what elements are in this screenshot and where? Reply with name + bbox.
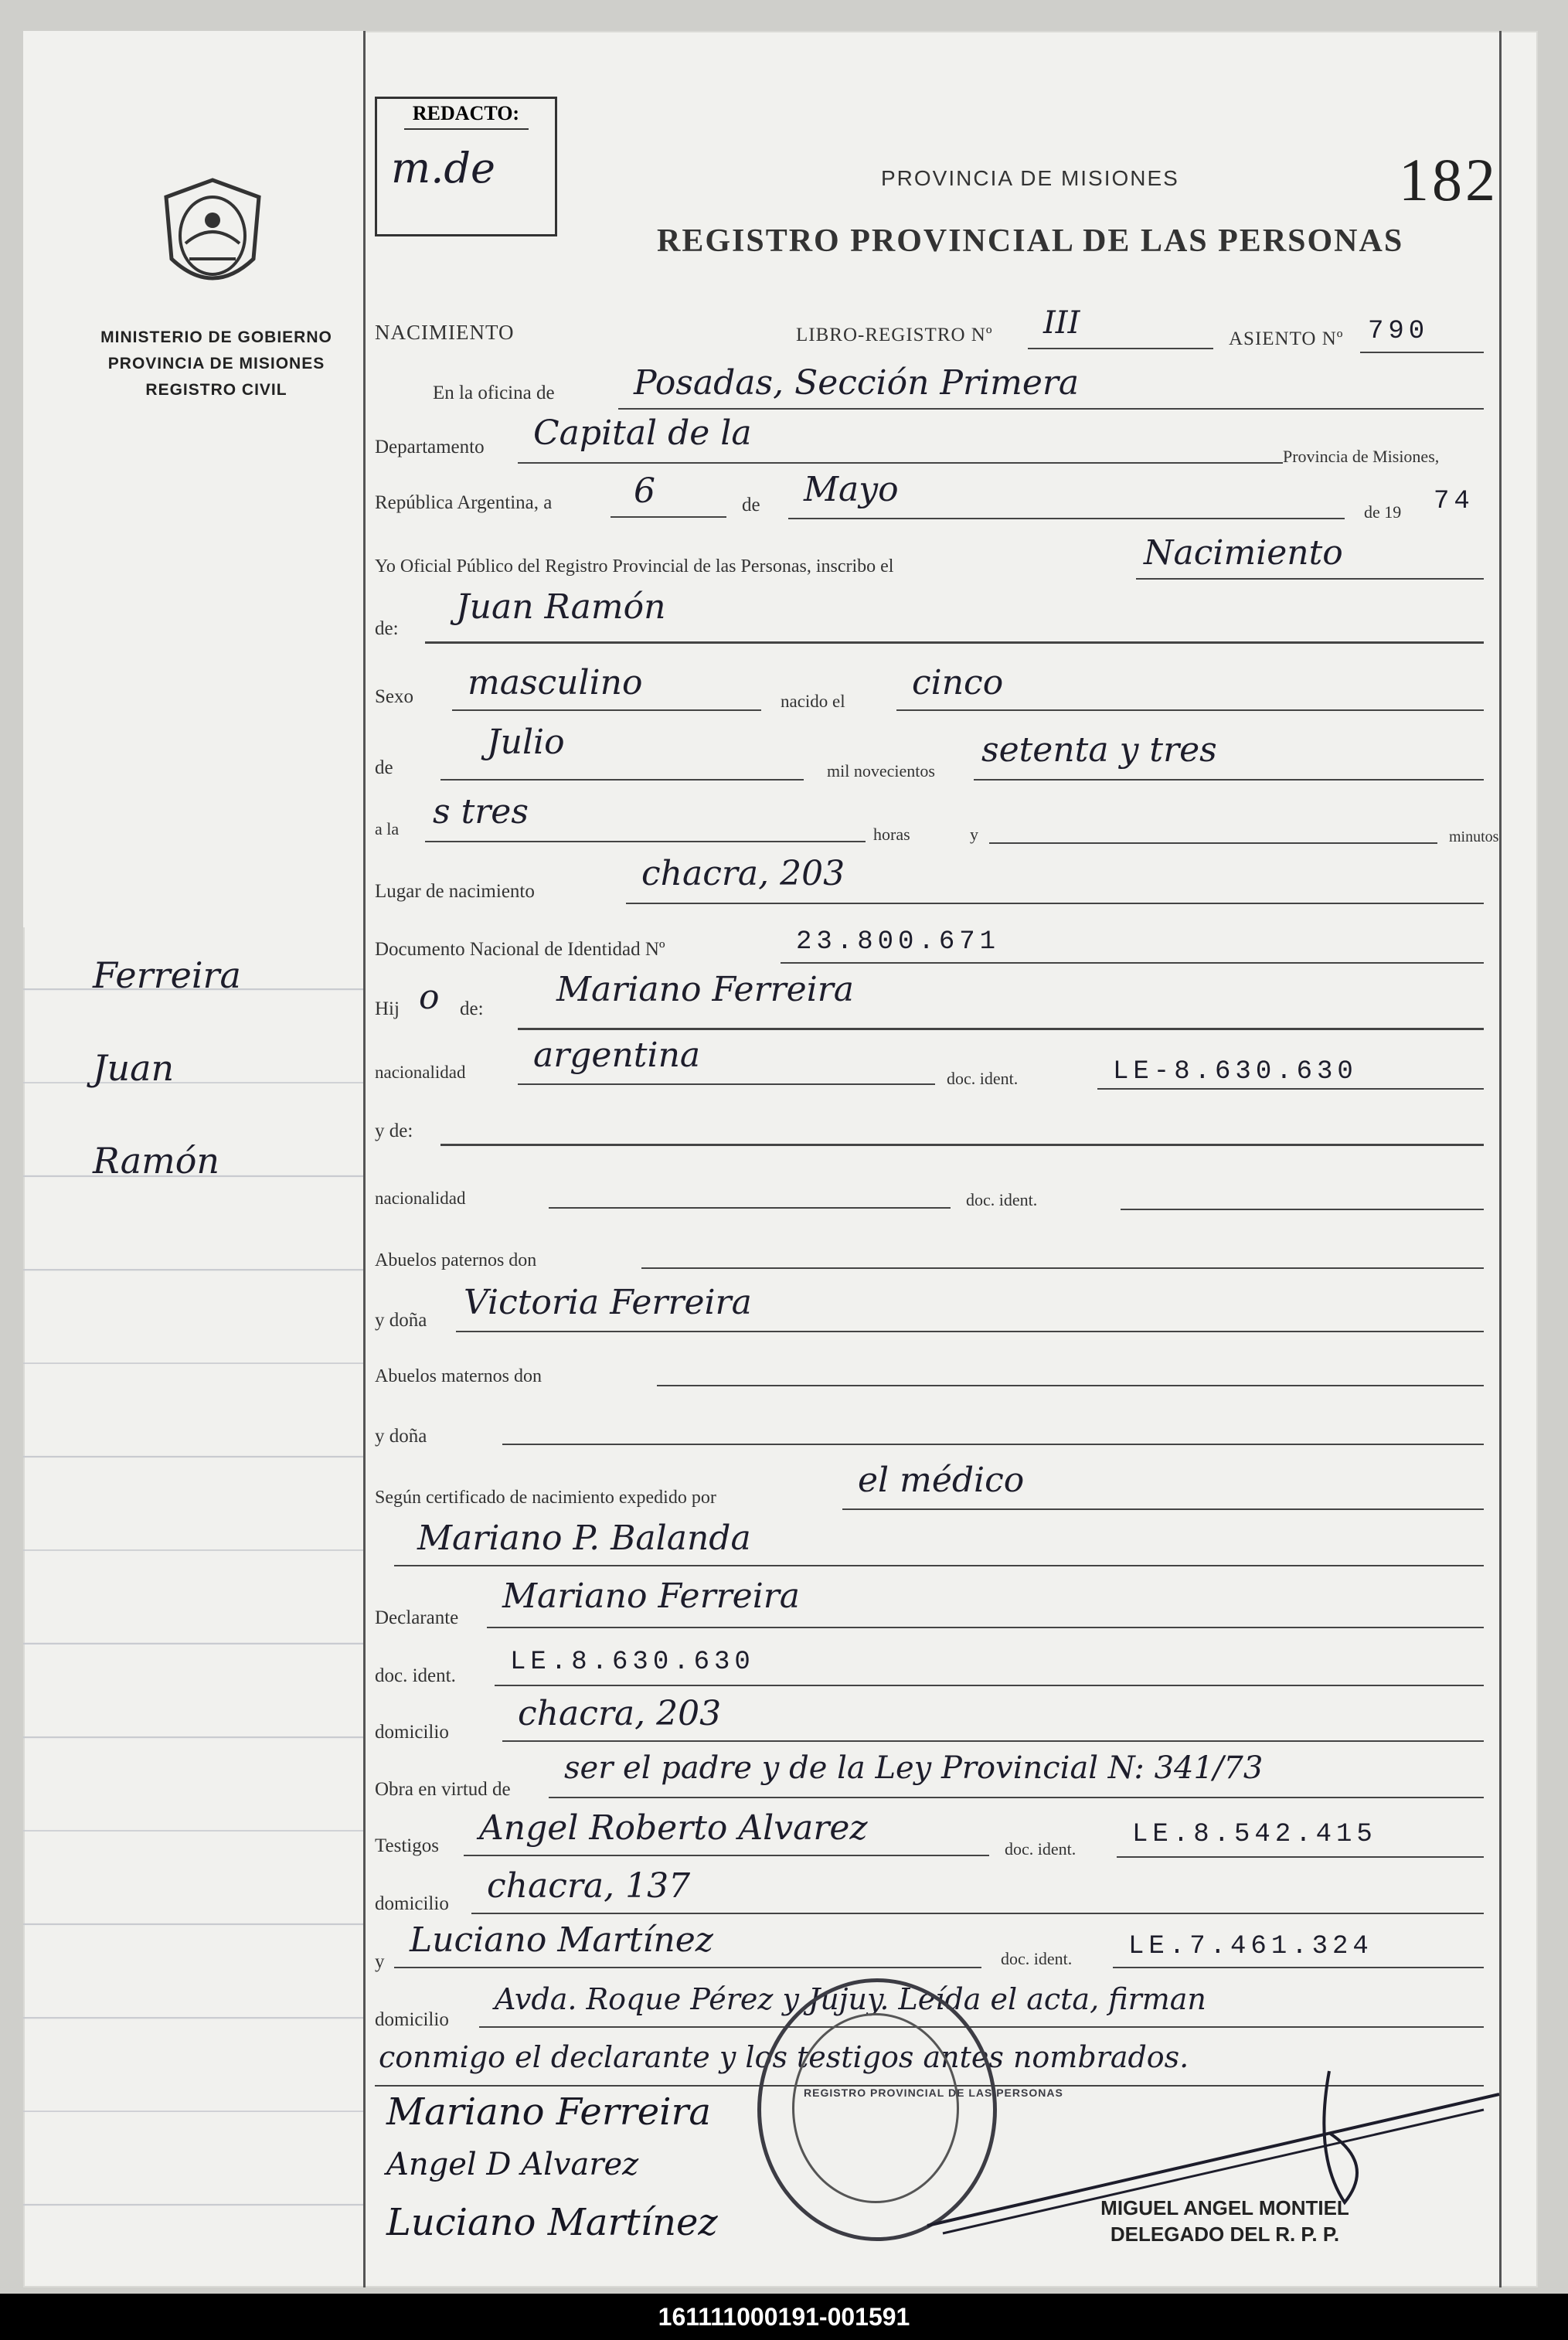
nacido-label: nacido el [781, 692, 845, 711]
signature-declarante: Mariano Ferreira [386, 2090, 712, 2134]
redacto-label: REDACTO: [404, 99, 529, 130]
hour-value: s tres [433, 792, 529, 832]
domicilio2-value: chacra, 137 [487, 1866, 691, 1906]
province-heading: PROVINCIA DE MISIONES [881, 166, 1179, 190]
registry-title: REGISTRO PROVINCIAL DE LAS PERSONAS [657, 223, 1404, 259]
lugar-label: Lugar de nacimiento [375, 881, 535, 902]
de2-label: de: [375, 618, 399, 639]
doc3-label: doc. ident. [375, 1665, 456, 1686]
official-name: MIGUEL ANGEL MONTIEL [1100, 2196, 1349, 2219]
birth-year-value: setenta y tres [981, 730, 1217, 770]
doc2-label: doc. ident. [966, 1190, 1038, 1209]
testigo2-value: Luciano Martínez [410, 1920, 713, 1960]
republica-label: República Argentina, a [375, 492, 553, 513]
y-label: y [970, 825, 978, 844]
month-value: Mayo [804, 470, 899, 509]
official-block [1063, 2195, 1387, 2247]
dni-label: Documento Nacional de Identidad Nº [375, 939, 665, 960]
doc3-value: LE.8.630.630 [510, 1648, 755, 1677]
page-number: 182 [1399, 146, 1498, 213]
hijo-de-label: de: [460, 998, 484, 1019]
day-value: 6 [634, 471, 655, 511]
stamp-text: REGISTRO PROVINCIAL DE LAS PERSONAS [804, 2087, 1063, 2099]
left-margin-column [23, 31, 366, 2287]
ala-label: a la [375, 819, 400, 838]
libro-value: III [1043, 305, 1080, 341]
doc4-label: doc. ident. [1005, 1839, 1077, 1859]
redacto-value: m.de [391, 144, 495, 192]
sexo-value: masculino [468, 663, 643, 702]
abuela-paterna-value: Victoria Ferreira [464, 1283, 752, 1322]
dni-value: 23.800.671 [796, 927, 1001, 957]
de3-label: de [375, 757, 393, 778]
cierre-value: conmigo el declarante y los testigos antes nombrados. [379, 2040, 1189, 2074]
domicilio1-value: chacra, 203 [518, 1694, 722, 1733]
domicilio3-label: domicilio [375, 2009, 449, 2030]
official-title: DELEGADO DEL R. P. P. [1110, 2223, 1340, 2246]
redacto-box [375, 97, 557, 236]
y2-label: y [375, 1951, 385, 1972]
nacionalidad1-label: nacionalidad [375, 1063, 466, 1082]
margin-first-name: Juan [93, 1047, 175, 1089]
signature-testigo1: Angel D Alvarez [386, 2147, 639, 2182]
testigos-label: Testigos [375, 1835, 439, 1856]
signature-testigo2: Luciano Martínez [386, 2201, 718, 2244]
medico-value: Mariano P. Balanda [417, 1519, 751, 1558]
ydona2-label: y doña [375, 1426, 427, 1447]
doc5-value: LE.7.461.324 [1128, 1932, 1373, 1961]
oficina-label: En la oficina de [433, 383, 555, 403]
doc1-label: doc. ident. [947, 1069, 1019, 1088]
ministry-line: REGISTRO CIVIL [145, 381, 287, 399]
doc1-value: LE-8.630.630 [1113, 1057, 1358, 1087]
doc4-value: LE.8.542.415 [1132, 1820, 1377, 1849]
departamento-value: Capital de la [533, 413, 752, 453]
testigo1-value: Angel Roberto Alvarez [479, 1808, 868, 1848]
father-value: Mariano Ferreira [556, 970, 855, 1009]
certificado-label: Según certificado de nacimiento expedido por [375, 1488, 716, 1508]
declarante-value: Mariano Ferreira [502, 1576, 801, 1616]
domicilio3-value: Avda. Roque Pérez y Jujuy. Leída el acta, firman [495, 1982, 1206, 2016]
lugar-value: chacra, 203 [641, 854, 845, 893]
year-label: de 19 [1364, 502, 1402, 522]
yde-label: y de: [375, 1121, 413, 1141]
ministry-block [54, 325, 379, 403]
hijo-value: o [419, 978, 440, 1017]
certificado-value: el médico [858, 1461, 1025, 1500]
obra-value: ser el padre y de la Ley Provincial N: 341/73 [564, 1750, 1264, 1786]
doc5-label: doc. ident. [1001, 1949, 1073, 1968]
nacionalidad2-label: nacionalidad [375, 1189, 466, 1208]
birth-month-value: Julio [487, 723, 565, 762]
domicilio1-label: domicilio [375, 1722, 449, 1743]
ydona1-label: y doña [375, 1310, 427, 1331]
nacido-value: cinco [912, 663, 1004, 702]
certificate-page [23, 31, 1538, 2287]
nacimiento-label: NACIMIENTO [375, 321, 515, 344]
year-value: 74 [1434, 487, 1474, 516]
domicilio2-label: domicilio [375, 1893, 449, 1914]
oficina-value: Posadas, Sección Primera [634, 363, 1080, 403]
sexo-label: Sexo [375, 686, 413, 707]
abuelos-maternos-label: Abuelos maternos don [375, 1366, 542, 1386]
document-id-footer: 161111000191-001591 [0, 2294, 1568, 2340]
minutos-label: minutos [1449, 828, 1499, 845]
right-border [1499, 31, 1502, 2287]
asiento-value: 790 [1368, 317, 1430, 346]
margin-surname: Ferreira [93, 954, 241, 996]
child-name-value: Juan Ramón [456, 587, 666, 627]
declarante-label: Declarante [375, 1607, 459, 1628]
ministry-line: PROVINCIA DE MISIONES [107, 355, 325, 372]
asiento-label: ASIENTO Nº [1229, 328, 1344, 349]
mil-label: mil novecientos [827, 761, 935, 781]
obra-label: Obra en virtud de [375, 1779, 511, 1800]
departamento-label: Departamento [375, 437, 485, 457]
de-label: de [742, 495, 760, 515]
coat-of-arms-icon [155, 174, 270, 301]
margin-second-name: Ramón [93, 1140, 220, 1182]
abuelos-paternos-label: Abuelos paternos don [375, 1250, 537, 1270]
oficial-text: Yo Oficial Público del Registro Provincial de las Personas, inscribo el [375, 556, 894, 576]
libro-label: LIBRO-REGISTRO Nº [796, 325, 993, 345]
provincia-suffix: Provincia de Misiones, [1283, 447, 1440, 466]
inscribo-value: Nacimiento [1144, 533, 1343, 573]
horas-label: horas [873, 825, 910, 844]
hijo-label: Hij [375, 998, 400, 1019]
ministry-line: MINISTERIO DE GOBIERNO [100, 328, 332, 346]
nacionalidad1-value: argentina [533, 1036, 701, 1075]
